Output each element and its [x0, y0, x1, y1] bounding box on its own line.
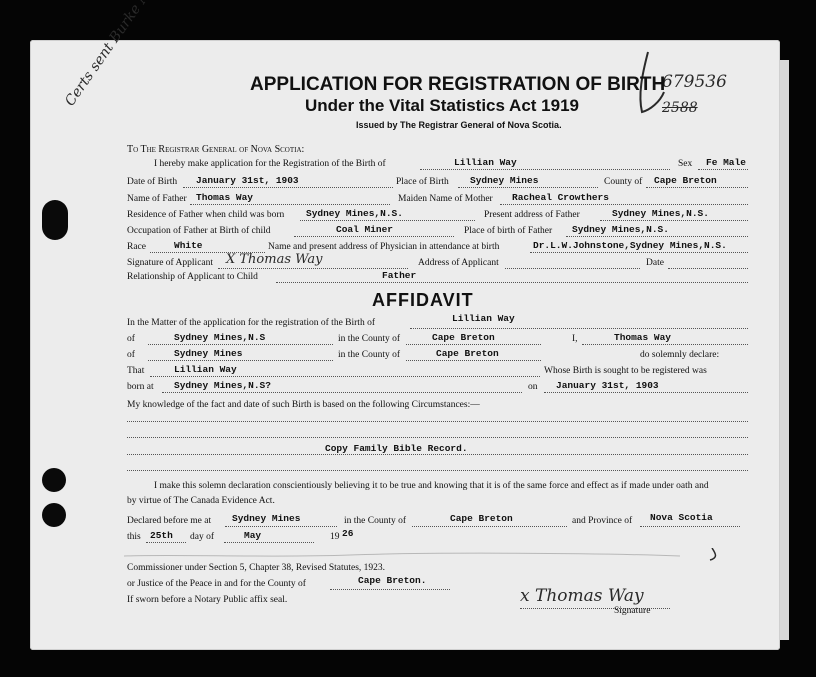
matter-label: In the Matter of the application for the registration of the Birth of — [127, 318, 375, 328]
declared-at-value: Sydney Mines — [232, 513, 301, 524]
punch-hole-top — [42, 468, 66, 492]
commissioner-line: Commissioner under Section 5, Chapter 38, Revised Statutes, 1923. — [127, 563, 386, 573]
affidavit-child: Lillian Way — [452, 313, 515, 324]
day-of-label: day of — [190, 532, 215, 542]
relationship-value: Father — [382, 270, 417, 281]
struck-registration-number: 2588 — [662, 100, 698, 116]
father-value: Thomas Way — [196, 192, 254, 203]
signature-label-affidavit: Signature — [614, 606, 651, 616]
mother-value: Racheal Crowthers — [512, 192, 609, 203]
born-at-value: Sydney Mines,N.S? — [174, 380, 271, 391]
sex-value: Fe Male — [706, 157, 746, 168]
father-pob-value: Sydney Mines,N.S. — [572, 224, 669, 235]
circumstance-value: Copy Family Bible Record. — [325, 443, 468, 454]
form-title: APPLICATION FOR REGISTRATION OF BIRTH — [250, 74, 666, 95]
justice-label: or Justice of the Peace in and for the County of — [127, 579, 306, 589]
notary-line: If sworn before a Notary Public affix seal. — [127, 595, 288, 605]
addressee: To The Registrar General of Nova Scotia: — [127, 144, 305, 155]
pob-label: Place of Birth — [396, 177, 449, 187]
whose-birth-label: Whose Birth is sought to be registered was — [544, 366, 707, 376]
affidavit-county-1: Cape Breton — [432, 332, 495, 343]
sex-label: Sex — [678, 159, 693, 169]
county-label-2: in the County of — [338, 350, 401, 360]
solemn-declare: do solemnly declare: — [640, 350, 720, 360]
affidavit-place-1: Sydney Mines,N.S — [174, 332, 266, 343]
mother-label: Maiden Name of Mother — [398, 194, 493, 204]
physician-label: Name and present address of Physician in attendance at birth — [268, 242, 500, 252]
that-name: Lillian Way — [174, 364, 237, 375]
month-value: May — [244, 530, 262, 541]
affidavit-title: AFFIDAVIT — [372, 290, 474, 310]
county-value: Cape Breton — [654, 175, 717, 186]
registration-number: 679536 — [662, 72, 727, 92]
of-label-2: of — [127, 350, 135, 360]
present-address-value: Sydney Mines,N.S. — [612, 208, 709, 219]
i-label: I, — [572, 334, 578, 344]
race-label: Race — [127, 242, 146, 252]
binder-slot — [42, 200, 68, 240]
relationship-label: Relationship of Applicant to Child — [127, 272, 258, 282]
form-subtitle: Under the Vital Statistics Act 1919 — [305, 96, 579, 115]
province-value: Nova Scotia — [650, 512, 713, 523]
occupation-label: Occupation of Father at Birth of child — [127, 226, 271, 236]
county-label-1: in the County of — [338, 334, 401, 344]
day-value: 25th — [150, 530, 173, 541]
physician-value: Dr.L.W.Johnstone,Sydney Mines,N.S. — [533, 240, 727, 251]
deponent-name: Thomas Way — [614, 332, 672, 343]
on-label: on — [528, 382, 538, 392]
declared-at-label: Declared before me at — [127, 516, 212, 526]
of-label-1: of — [127, 334, 135, 344]
this-label: this — [127, 532, 141, 542]
applicant-address-label: Address of Applicant — [418, 258, 499, 268]
deponent-signature: x Thomas Way — [520, 586, 644, 606]
year-value: 26 — [342, 528, 354, 539]
county-label-3: in the County of — [344, 516, 407, 526]
year-prefix: 19 — [330, 532, 340, 542]
declaration-line-2: by virtue of The Canada Evidence Act. — [127, 496, 275, 506]
child-name: Lillian Way — [454, 157, 517, 168]
residence-label: Residence of Father when child was born — [127, 210, 285, 220]
scribble-line — [120, 548, 760, 562]
justice-county: Cape Breton. — [358, 575, 427, 586]
dob-label: Date of Birth — [127, 177, 178, 187]
pob-value: Sydney Mines — [470, 175, 539, 186]
present-address-label: Present address of Father — [484, 210, 580, 220]
father-pob-label: Place of birth of Father — [464, 226, 553, 236]
province-label: and Province of — [572, 516, 633, 526]
date-label: Date — [646, 258, 664, 268]
born-at-label: born at — [127, 382, 154, 392]
issuer-line: Issued by The Registrar General of Nova Scotia. — [356, 120, 562, 130]
affidavit-county-2: Cape Breton — [436, 348, 499, 359]
declaration-line-1: I make this solemn declaration conscientiously believing it to be true and knowing that it is of the same force and effect as if made under oath and — [154, 481, 709, 491]
dob-value: January 31st, 1903 — [196, 175, 299, 186]
race-value: White — [174, 240, 203, 251]
born-on-value: January 31st, 1903 — [556, 380, 659, 391]
punch-hole-bottom — [42, 503, 66, 527]
occupation-value: Coal Miner — [336, 224, 394, 235]
father-label: Name of Father — [127, 194, 187, 204]
applicant-signature: X Thomas Way — [226, 252, 323, 267]
declared-county: Cape Breton — [450, 513, 513, 524]
knowledge-label: My knowledge of the fact and date of such Birth is based on the following Circumstances:— — [127, 400, 480, 410]
county-label: County of — [604, 177, 643, 187]
intro-label: I hereby make application for the Registration of the Birth of — [154, 159, 386, 169]
residence-value: Sydney Mines,N.S. — [306, 208, 403, 219]
signature-label: Signature of Applicant — [127, 258, 214, 268]
that-label: That — [127, 366, 145, 376]
affidavit-place-2: Sydney Mines — [174, 348, 243, 359]
